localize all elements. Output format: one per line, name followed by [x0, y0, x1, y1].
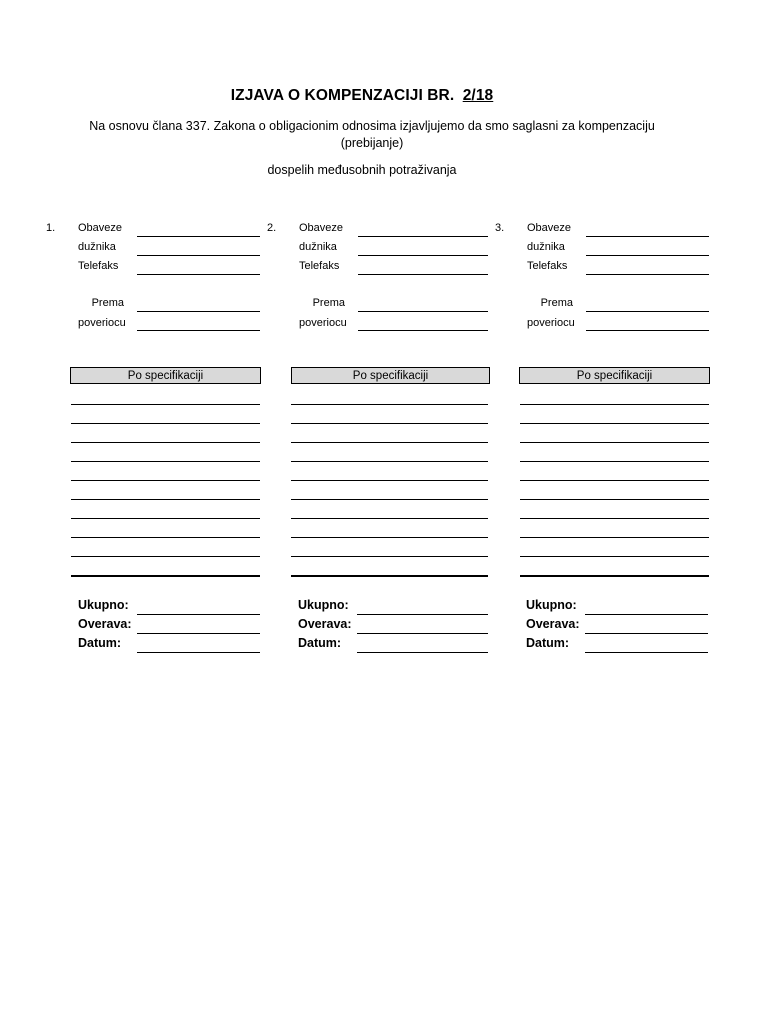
spec-row-field[interactable] [291, 423, 488, 424]
label-datum: Datum: [78, 636, 122, 650]
field-overava[interactable] [357, 633, 488, 634]
field-telefaks[interactable] [358, 274, 488, 275]
spec-header: Po specifikaciji [291, 367, 490, 384]
field-prema[interactable] [586, 311, 709, 312]
intro-line-1: Na osnovu člana 337. Zakona o obligacionim odnosima izjavljujemo da smo saglasni za kompenzaciju [89, 119, 655, 133]
spec-row-field[interactable] [291, 575, 488, 577]
intro-line-2: (prebijanje) [340, 136, 404, 150]
spec-row-field[interactable] [291, 480, 488, 481]
field-ukupno[interactable] [357, 614, 488, 615]
spec-row-field[interactable] [520, 423, 709, 424]
intro-paragraph [0, 118, 744, 152]
field-obaveze[interactable] [137, 236, 260, 237]
spec-row-field[interactable] [520, 537, 709, 538]
spec-row-field[interactable] [71, 537, 260, 538]
label-overava: Overava: [298, 617, 352, 631]
spec-row-field[interactable] [291, 499, 488, 500]
spec-row-field[interactable] [520, 404, 709, 405]
label-poveriocu: poveriocu [299, 317, 347, 329]
label-obaveze: Obaveze [527, 222, 572, 234]
spec-header: Po specifikaciji [70, 367, 261, 384]
field-datum[interactable] [357, 652, 488, 653]
field-prema[interactable] [358, 311, 488, 312]
spec-row-field[interactable] [520, 461, 709, 462]
field-overava[interactable] [585, 633, 708, 634]
field-poveriocu[interactable] [358, 330, 488, 331]
spec-row-field[interactable] [520, 575, 709, 577]
party-block-3 [495, 220, 725, 340]
field-obaveze[interactable] [358, 236, 488, 237]
spec-row-field[interactable] [71, 423, 260, 424]
spec-row-field[interactable] [71, 556, 260, 557]
field-obaveze[interactable] [586, 236, 709, 237]
field-datum[interactable] [137, 652, 260, 653]
label-duznika: dužnika [527, 241, 565, 253]
party-block-1 [46, 220, 276, 340]
field-duznika[interactable] [137, 255, 260, 256]
label-ukupno: Ukupno: [526, 598, 577, 612]
label-ukupno: Ukupno: [78, 598, 129, 612]
label-prema: Prema [91, 297, 124, 309]
intro-line-3: dospelih međusobnih potraživanja [267, 163, 457, 177]
field-ukupno[interactable] [585, 614, 708, 615]
title-text: IZJAVA O KOMPENZACIJI BR. [230, 87, 455, 104]
spec-row-field[interactable] [71, 575, 260, 577]
title-number: 2/18 [462, 87, 494, 104]
label-prema: Prema [540, 297, 573, 309]
spec-row-field[interactable] [520, 556, 709, 557]
spec-row-field[interactable] [71, 404, 260, 405]
spec-row-field[interactable] [71, 518, 260, 519]
label-prema: Prema [312, 297, 345, 309]
field-ukupno[interactable] [137, 614, 260, 615]
label-duznika: dužnika [299, 241, 337, 253]
label-telefaks: Telefaks [527, 260, 568, 272]
spec-row-field[interactable] [520, 499, 709, 500]
spec-row-field[interactable] [291, 442, 488, 443]
label-overava: Overava: [526, 617, 580, 631]
spec-row-field[interactable] [520, 518, 709, 519]
label-ukupno: Ukupno: [298, 598, 349, 612]
field-duznika[interactable] [358, 255, 488, 256]
label-obaveze: Obaveze [78, 222, 123, 234]
label-overava: Overava: [78, 617, 132, 631]
spec-row-field[interactable] [291, 556, 488, 557]
spec-row-field[interactable] [520, 442, 709, 443]
party-number: 1. [46, 222, 56, 234]
spec-row-field[interactable] [71, 461, 260, 462]
document-title [0, 87, 724, 105]
field-telefaks[interactable] [586, 274, 709, 275]
field-poveriocu[interactable] [586, 330, 709, 331]
label-duznika: dužnika [78, 241, 116, 253]
party-number: 2. [267, 222, 277, 234]
field-poveriocu[interactable] [137, 330, 260, 331]
spec-row-field[interactable] [71, 499, 260, 500]
party-number: 3. [495, 222, 505, 234]
spec-header: Po specifikaciji [519, 367, 710, 384]
label-datum: Datum: [298, 636, 342, 650]
label-telefaks: Telefaks [78, 260, 119, 272]
label-poveriocu: poveriocu [527, 317, 575, 329]
label-datum: Datum: [526, 636, 570, 650]
field-datum[interactable] [585, 652, 708, 653]
spec-row-field[interactable] [291, 461, 488, 462]
spec-row-field[interactable] [291, 404, 488, 405]
spec-row-field[interactable] [291, 537, 488, 538]
field-telefaks[interactable] [137, 274, 260, 275]
field-overava[interactable] [137, 633, 260, 634]
party-block-2 [267, 220, 497, 340]
spec-row-field[interactable] [520, 480, 709, 481]
spec-row-field[interactable] [71, 480, 260, 481]
label-telefaks: Telefaks [299, 260, 340, 272]
label-poveriocu: poveriocu [78, 317, 126, 329]
spec-row-field[interactable] [291, 518, 488, 519]
label-obaveze: Obaveze [299, 222, 344, 234]
field-prema[interactable] [137, 311, 260, 312]
spec-row-field[interactable] [71, 442, 260, 443]
field-duznika[interactable] [586, 255, 709, 256]
